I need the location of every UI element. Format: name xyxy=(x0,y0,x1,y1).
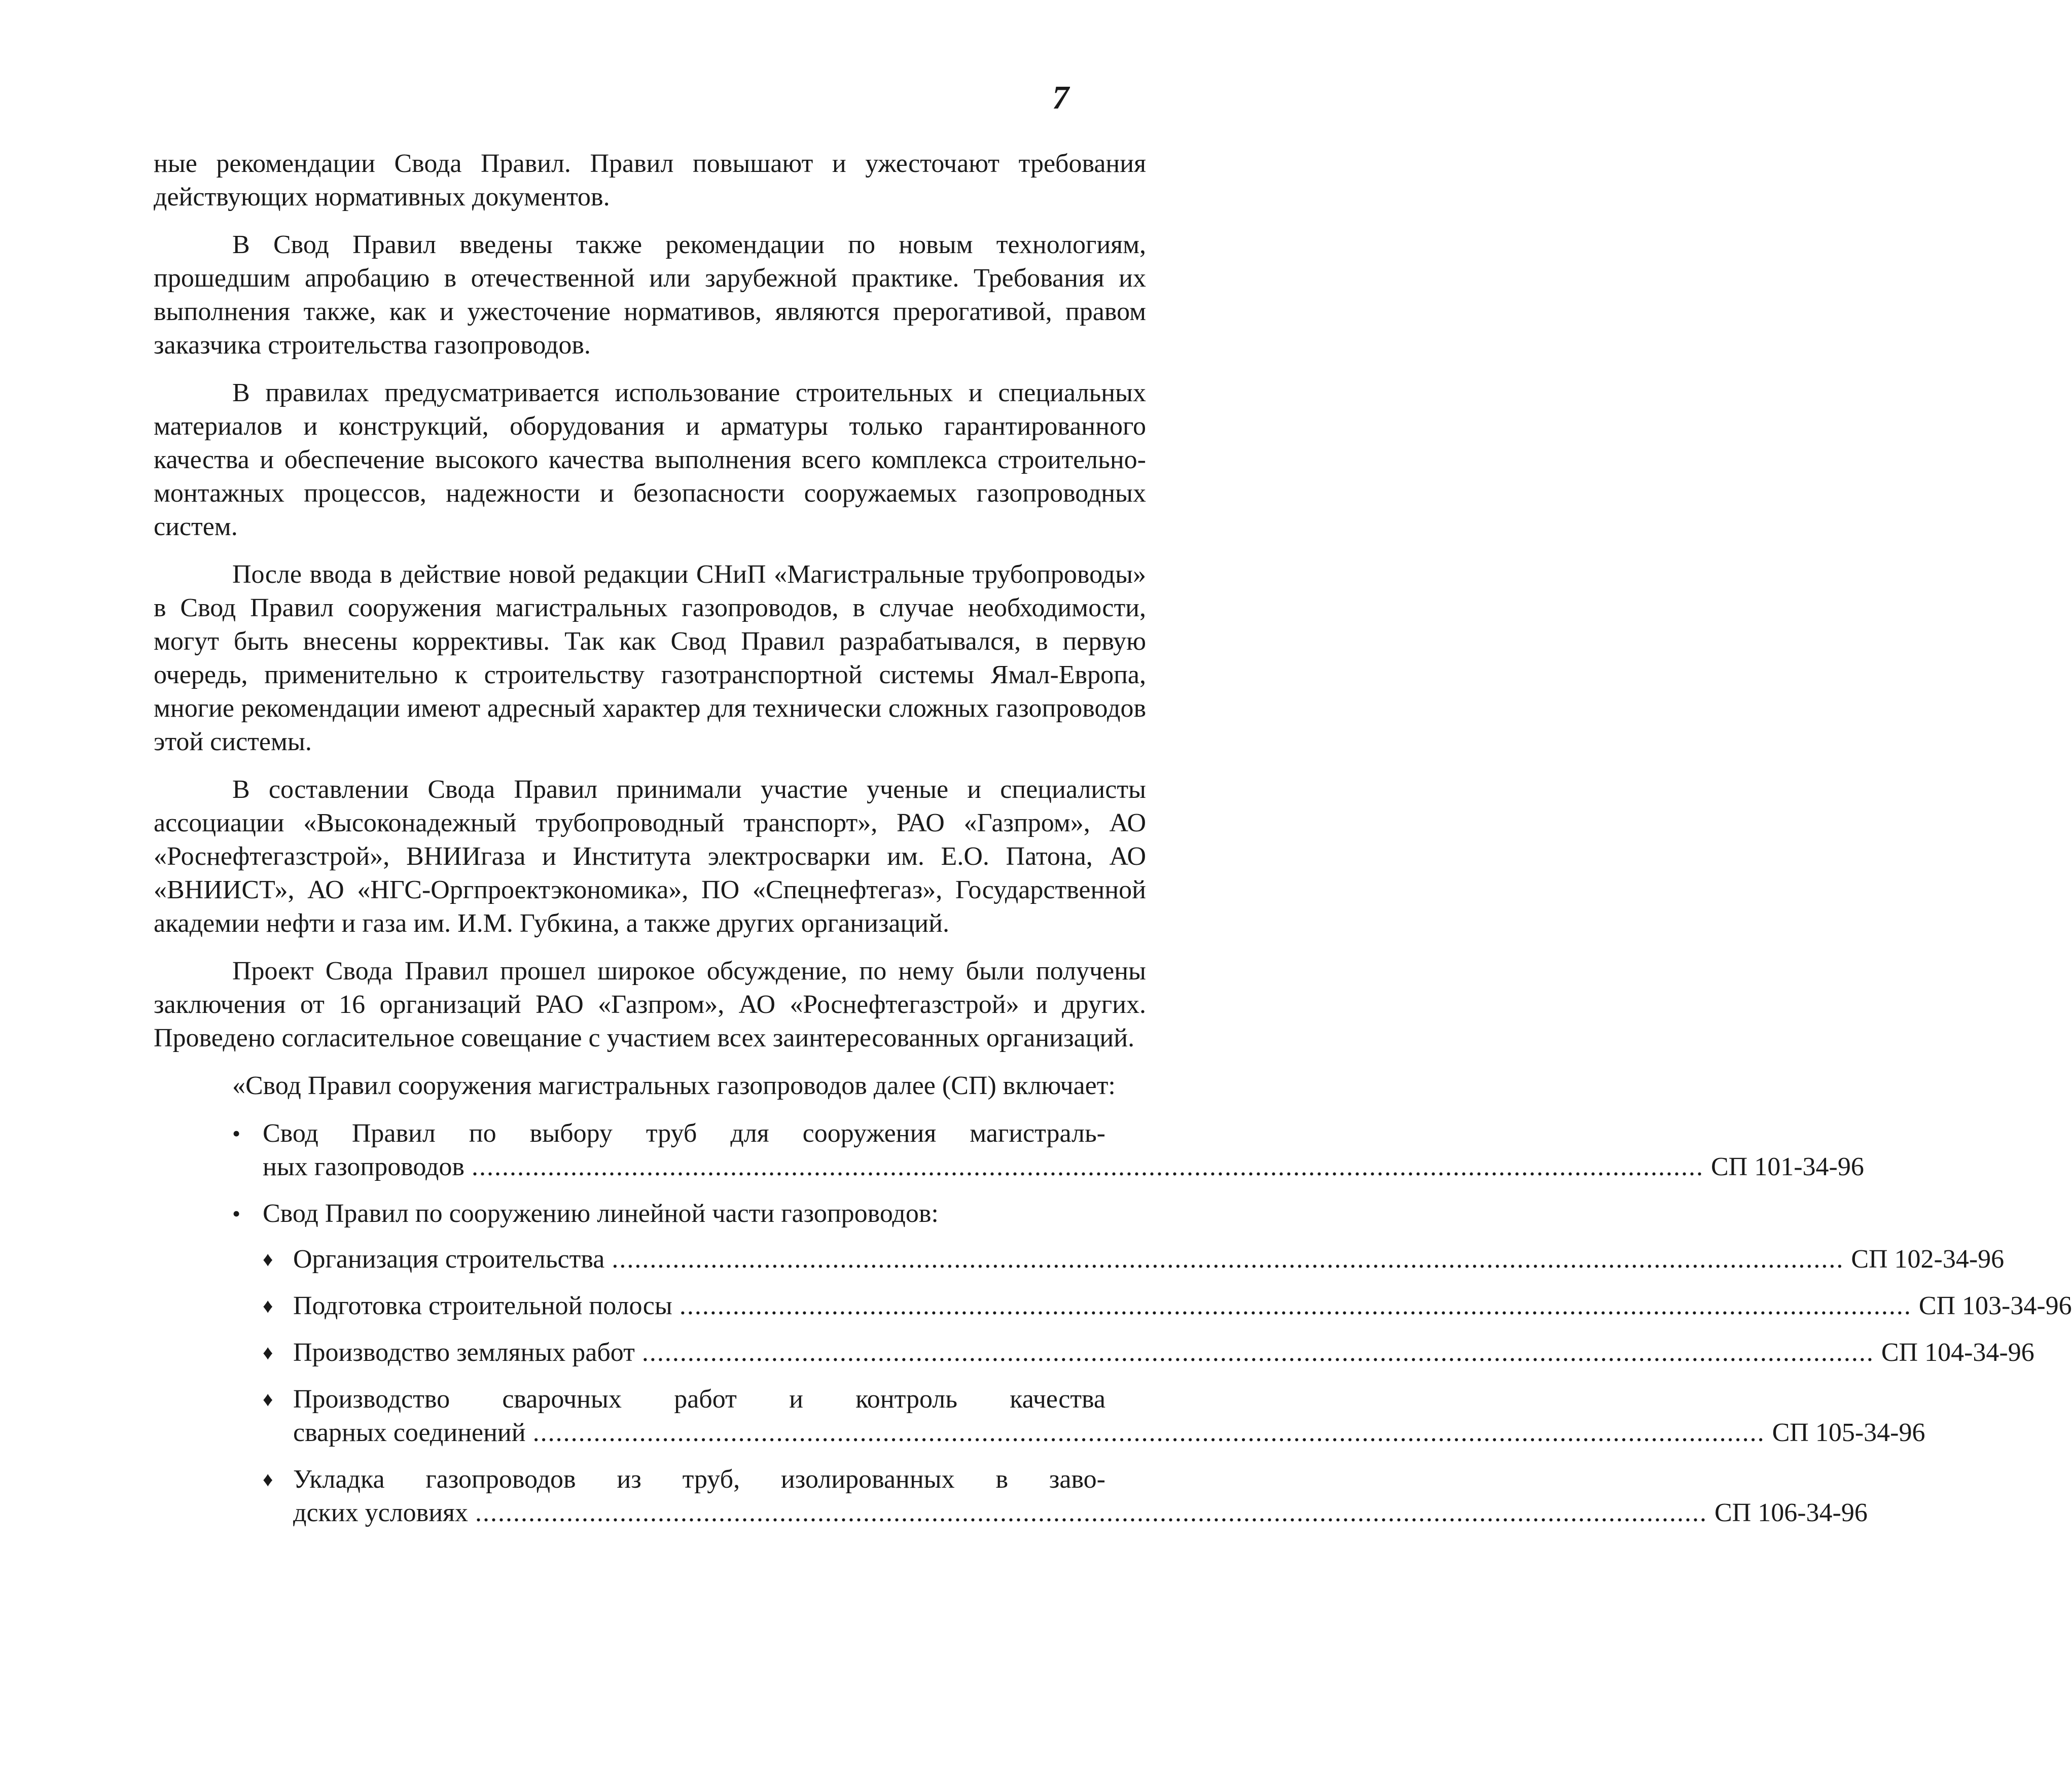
entry-title: Свод Правил по сооружению линейной части газопроводов: xyxy=(263,1199,939,1228)
paragraph-3: В правилах предусматривается использование строительных и специальных материалов и конструкций, оборудования и арматуры только гарантированного качества и обеспечение высокого качества выполнения всего комплекса строительно-монтажных процессов, надежности и безопасности сооружаемых газопроводных систем. xyxy=(154,378,1146,541)
entry-line xyxy=(263,1150,1864,1184)
entry-title-line2: сварных соединений xyxy=(293,1418,526,1447)
dot-leader: .................................................................................................................................................................. xyxy=(532,1418,1765,1447)
entry-title-line2: ных газопроводов xyxy=(263,1152,465,1181)
list-item-linear-part xyxy=(154,1197,2072,1530)
sub-item-preparation xyxy=(263,1289,2072,1323)
bullet-icon: • xyxy=(232,1201,241,1226)
sub-item-laying xyxy=(263,1463,1868,1530)
page-number: 7 xyxy=(1052,79,1069,116)
entry-title-line2: дских условиях xyxy=(293,1498,468,1527)
entry-code: СП 106-34-96 xyxy=(1714,1498,1868,1527)
entry-line xyxy=(293,1289,2072,1323)
dot-leader: .................................................................................................................................................................. xyxy=(612,1245,1844,1274)
dot-leader: .................................................................................................................................................................. xyxy=(679,1291,1912,1320)
sub-list xyxy=(263,1243,2072,1530)
entry-code: СП 105-34-96 xyxy=(1772,1418,1925,1447)
entry-title: Производство земляных работ xyxy=(293,1338,635,1367)
paragraph-7: «Свод Правил сооружения магистральных газопроводов далее (СП) включает: xyxy=(232,1071,1116,1100)
diamond-bullet-icon: ♦ xyxy=(263,1341,273,1364)
dot-leader: .................................................................................................................................................................. xyxy=(475,1498,1707,1527)
entry-line xyxy=(293,1416,1925,1450)
paragraph-2: В Свод Правил введены также рекомендации по новым технологиям, прошедшим апробацию в отечественной или зарубежной практике. Требования их выполнения также, как и ужесточение нормативов, являются прерогативой, правом заказчика строительства газопроводов. xyxy=(154,230,1146,360)
dot-leader: .................................................................................................................................................................. xyxy=(641,1338,1874,1367)
paragraph-4: После ввода в действие новой редакции СНиП «Магистральные трубопроводы» в Свод Правил сооружения магистральных газопроводов, в случае необходимости, могут быть внесены коррективы. Так как Свод Правил разрабатывался, в первую очередь, применительно к строительству газотранспортной системы Ямал-Европа, многие рекомендации имеют адресный характер для технически сложных газопроводов этой системы. xyxy=(154,560,1146,756)
diamond-bullet-icon: ♦ xyxy=(263,1294,273,1317)
paragraph-5: В составлении Свода Правил принимали участие ученые и специалисты ассоциации «Высоконадежный трубопроводный транспорт», РАО «Газпром», АО «Роснефтегазстрой», ВНИИгаза и Института электросварки им. Е.О. Патона, АО «ВНИИСТ», АО «НГС-Оргпроектэкономика», ПО «Спецнефтегаз», Государственной академии нефти и газа им. И.М. Губкина, а также других организаций. xyxy=(154,775,1146,938)
entry-title: Подготовка строительной полосы xyxy=(293,1291,672,1320)
sub-item-welding xyxy=(263,1383,1925,1450)
entry-title-line1: Укладка газопроводов из труб, изолированных в заво- xyxy=(293,1465,1105,1494)
entry-code: СП 102-34-96 xyxy=(1851,1245,2005,1274)
entry-title-line1: Производство сварочных работ и контроль качества xyxy=(293,1385,1105,1414)
entry-code: СП 101-34-96 xyxy=(1710,1152,1864,1181)
diamond-bullet-icon: ♦ xyxy=(263,1388,273,1411)
entry-line xyxy=(293,1336,2034,1370)
entry-title-line1: Свод Правил по выбору труб для сооружения магистраль- xyxy=(263,1119,1105,1148)
entry-code: СП 103-34-96 xyxy=(1918,1291,2072,1320)
bullet-icon: • xyxy=(232,1120,241,1146)
sub-item-earthworks xyxy=(263,1336,2034,1370)
entry-line xyxy=(293,1243,2005,1276)
paragraph-1: ные рекомендации Свода Правил. Правил повышают и ужесточают требования действующих нормативных документов. xyxy=(154,149,1146,212)
entry-code: СП 104-34-96 xyxy=(1881,1338,2034,1367)
diamond-bullet-icon: ♦ xyxy=(263,1248,273,1271)
entry-title: Организация строительства xyxy=(293,1245,605,1274)
paragraph-6: Проект Свода Правил прошел широкое обсуждение, по нему были получены заключения от 16 организаций РАО «Газпром», АО «Роснефтегазстрой» и других. Проведено согласительное совещание с участием всех заинтересованных организаций. xyxy=(154,957,1146,1052)
document-body xyxy=(154,147,2072,1543)
entry-line xyxy=(293,1496,1868,1530)
dot-leader: .................................................................................................................................................................. xyxy=(471,1152,1704,1181)
contents-list xyxy=(154,1117,2072,1530)
sub-item-organization xyxy=(263,1243,2005,1276)
diamond-bullet-icon: ♦ xyxy=(263,1468,273,1491)
list-item-pipe-selection xyxy=(154,1117,1864,1184)
